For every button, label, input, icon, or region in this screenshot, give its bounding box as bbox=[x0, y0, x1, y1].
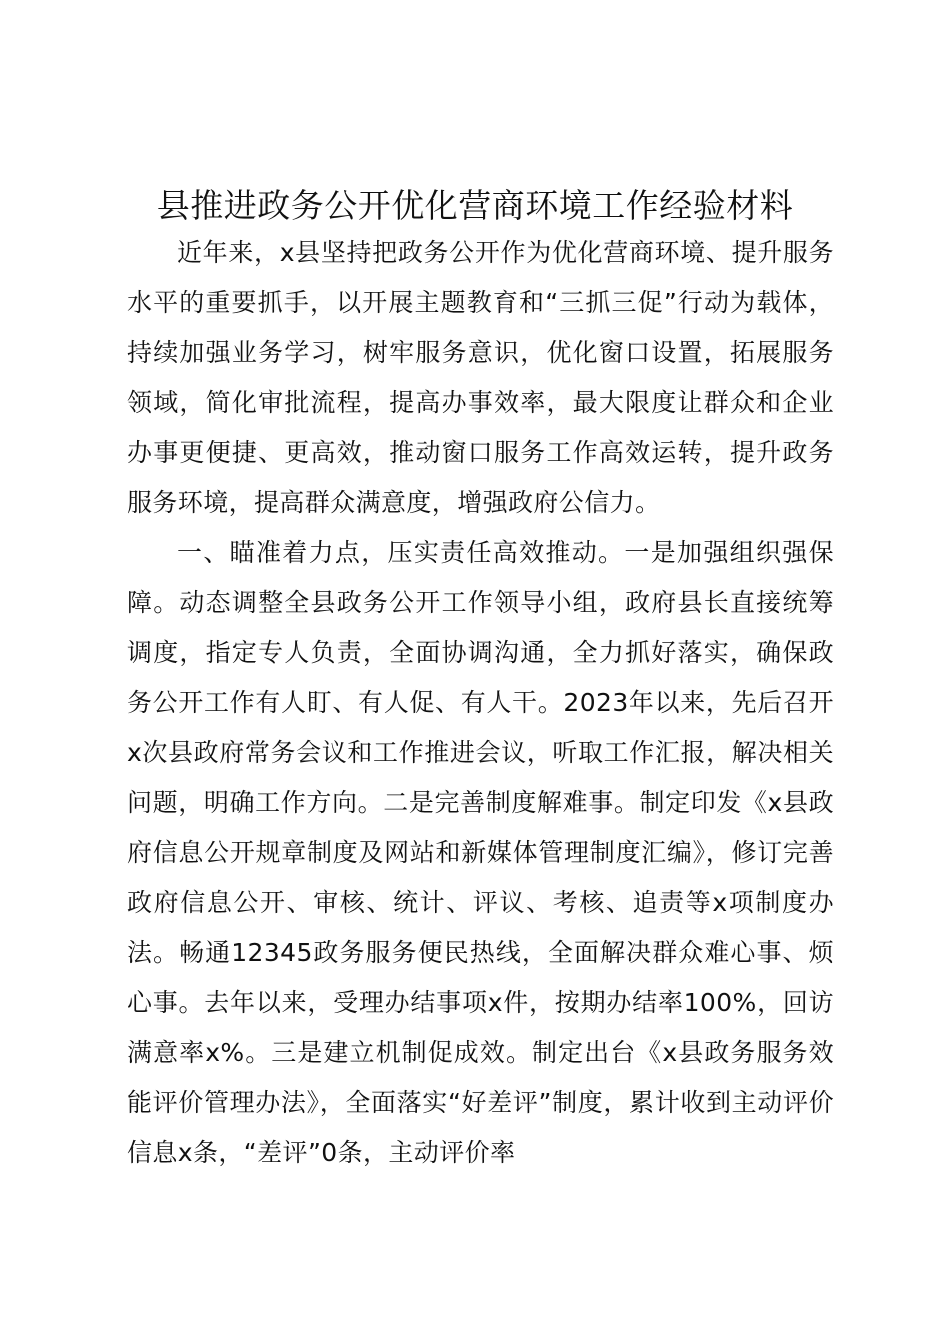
document-title: 县推进政务公开优化营商环境工作经验材料 bbox=[156, 186, 794, 225]
paragraph-section-one: 一、瞄准着力点，压实责任高效推动。一是加强组织强保障。动态调整全县政务公开工作领导小组，政府县长直接统筹调度，指定专人负责，全面协调沟通，全力抓好落实，确保政务公开工作有人盯、有人促、有人干。2023年以来，先后召开x次县政府常务会议和工作推进会议，听取工作汇报，解决相关问题，明确工作方向。二是完善制度解难事。制定印发《x县政府信息公开规章制度及网站和新媒体管理制度汇编》，修订完善政府信息公开、审核、统计、评议、考核、追责等x项制度办法。畅通12345政务服务便民热线，全面解决群众难心事、烦心事。去年以来，受理办结事项x件，按期办结率100%，回访满意率x%。三是建立机制促成效。制定出台《x县政务服务效能评价管理办法》，全面落实“好差评”制度，累计收到主动评价信息x条，“差评”0条，主动评价率 bbox=[127, 538, 834, 1167]
paragraph-intro: 近年来，x县坚持把政务公开作为优化营商环境、提升服务水平的重要抓手，以开展主题教育和“三抓三促”行动为载体，持续加强业务学习，树牢服务意识，优化窗口设置，拓展服务领域，简化审批流程，提高办事效率，最大限度让群众和企业办事更便捷、更高效，推动窗口服务工作高效运转，提升政务服务环境，提高群众满意度，增强政府公信力。 bbox=[127, 238, 834, 517]
document-body bbox=[127, 228, 834, 1178]
